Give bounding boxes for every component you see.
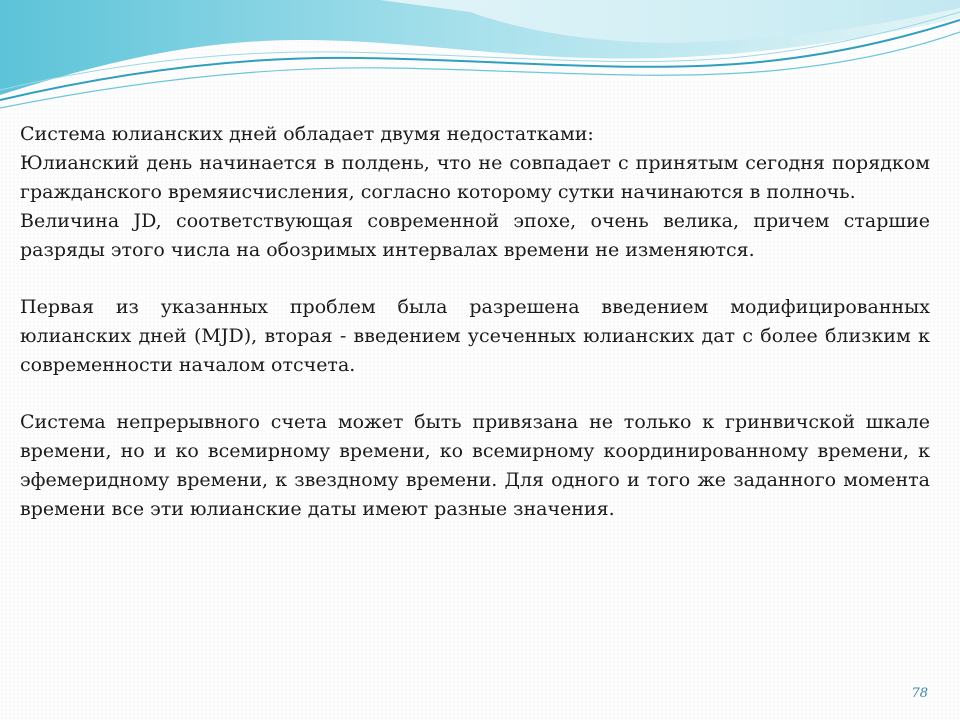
header-wave-decoration [0, 0, 960, 130]
intro-paragraph: Система юлианских дней обладает двумя недостатками: [20, 123, 594, 145]
drawback-2-paragraph: Величина JD, соответствующая современной эпохе, очень велика, причем старшие разряды этого числа на обозримых интервалах времени не изменяются. [20, 210, 930, 261]
page-number: 78 [911, 686, 928, 701]
slide-body [20, 120, 930, 524]
solution-paragraph: Первая из указанных проблем была разрешена введением модифицированных юлианских дней (MJD), вторая - введением усеченных юлианских дат с более близким к современности началом отсчета. [20, 296, 930, 376]
time-scales-paragraph: Система непрерывного счета может быть привязана не только к гринвичской шкале времени, но и ко всемирному времени, ко всемирному координированному времени, к эфемеридному времени, к звездному времени. Для одного и того же заданного момента времени все эти юлианские даты имеют разные значения. [20, 411, 930, 520]
drawback-1-paragraph: Юлианский день начинается в полдень, что не совпадает с принятым сегодня порядком гражданского времяисчисления, согласно которому сутки начинаются в полночь. [20, 152, 930, 203]
